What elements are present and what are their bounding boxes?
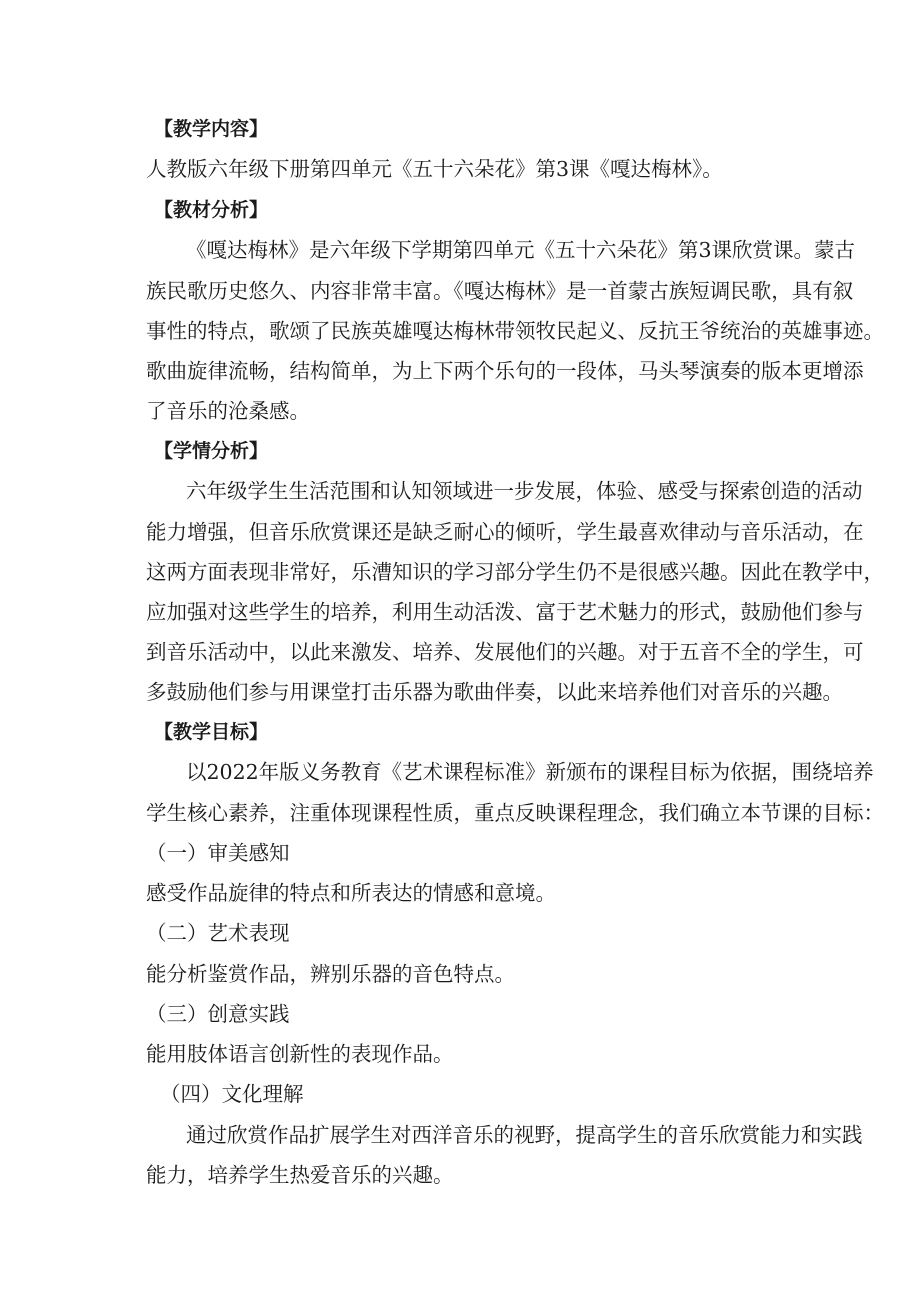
paragraph-line: 能用肢体语言创新性的表现作品。 — [146, 1042, 454, 1066]
paragraph-line: 这两方面表现非常好，乐漕知识的学习部分学生仍不是很感兴趣。因此在教学中， — [146, 560, 884, 584]
paragraph-line: 六年级学生生活范围和认知领域进一步发展，体验、感受与探索创造的活动 — [186, 479, 863, 503]
paragraph-line: 到音乐活动中，以此来激发、培养、发展他们的兴趣。对于五音不全的学生，可 — [146, 640, 864, 664]
paragraph-line: 感受作品旋律的特点和所表达的情感和意境。 — [146, 881, 556, 905]
goal-subheading-cultural-understanding: （四）文化理解 — [160, 1082, 304, 1106]
section-heading-teaching-content: 【教学内容】 — [154, 118, 269, 140]
paragraph-line: 人教版六年级下册第四单元《五十六朵花》第3课《嘎达梅林》。 — [146, 157, 723, 181]
paragraph-line: 事性的特点，歌颂了民族英雄嘎达梅林带领牧民起义、反抗王爷统治的英雄事迹。 — [146, 319, 884, 343]
paragraph-line: 学生核心素养，注重体现课程性质，重点反映课程理念，我们确立本节课的目标： — [146, 801, 884, 825]
paragraph-line: 歌曲旋律流畅，结构简单，为上下两个乐句的一段体，马头琴演奏的版本更增添 — [146, 359, 864, 383]
paragraph-line: 通过欣赏作品扩展学生对西洋音乐的视野，提高学生的音乐欣赏能力和实践 — [186, 1123, 863, 1147]
section-heading-teaching-goals: 【教学目标】 — [154, 721, 269, 743]
paragraph-line: 以2022年版义务教育《艺术课程标准》新颁布的课程目标为依据，围绕培养 — [186, 760, 874, 784]
goal-subheading-aesthetic: （一）审美感知 — [146, 841, 290, 865]
paragraph-line: 多鼓励他们参与用课堂打击乐器为歌曲伴奏，以此来培养他们对音乐的兴趣。 — [146, 680, 843, 704]
paragraph-line: 能力增强，但音乐欣赏课还是缺乏耐心的倾听，学生最喜欢律动与音乐活动，在 — [146, 520, 864, 544]
paragraph-line: 应加强对这些学生的培养，利用生动活泼、富于艺术魅力的形式，鼓励他们参与 — [146, 600, 864, 624]
section-heading-material-analysis: 【教材分析】 — [154, 199, 269, 221]
section-heading-student-analysis: 【学情分析】 — [154, 440, 269, 462]
paragraph-line: 族民歌历史悠久、内容非常丰富。《嘎达梅林》是一首蒙古族短调民歌，具有叙 — [146, 279, 854, 303]
goal-subheading-art-expression: （二）艺术表现 — [146, 921, 290, 945]
paragraph-line: 《嘎达梅林》是六年级下学期第四单元《五十六朵花》第3课欣赏课。蒙古 — [186, 238, 856, 262]
paragraph-line: 能分析鉴赏作品，辨别乐器的音色特点。 — [146, 962, 515, 986]
paragraph-line: 了音乐的沧桑感。 — [146, 399, 310, 423]
goal-subheading-creative-practice: （三）创意实践 — [146, 1002, 290, 1026]
paragraph-line: 能力，培养学生热爱音乐的兴趣。 — [146, 1163, 454, 1187]
